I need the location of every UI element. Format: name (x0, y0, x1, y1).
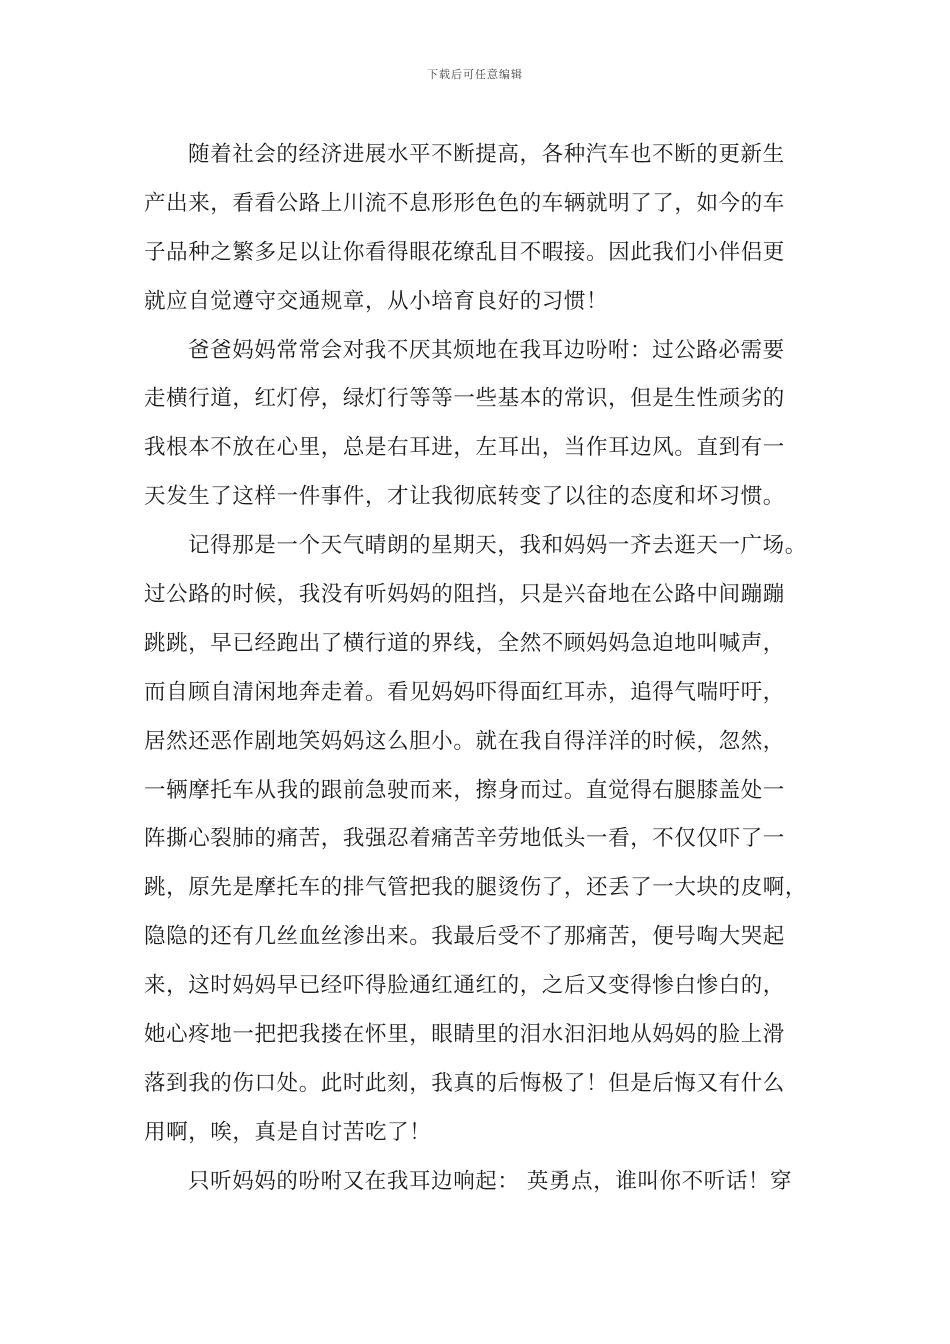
text-line: 随着社会的经济进展水平不断提高，各种汽车也不断的更新生 (188, 142, 785, 167)
text-line: 她心疼地一把把我搂在怀里，眼睛里的泪水汩汩地从妈妈的脸上滑 (144, 1022, 785, 1048)
text-line: 居然还恶作剧地笑妈妈这么胆小。就在我自得洋洋的时候，忽然， (144, 728, 785, 754)
text-line: 落到我的伤口处。此时此刻，我真的后悔极了！但是后悔又有什么 (144, 1070, 785, 1096)
paragraph-4 (144, 1158, 810, 1207)
text-line: 跳，原先是摩托车的排气管把我的腿烫伤了，还丢了一大块的皮啊， (144, 875, 808, 901)
text-line: 跳跳，早已经跑出了横行道的界线，全然不顾妈妈急迫地叫喊声， (144, 630, 785, 656)
paragraph-1 (144, 131, 810, 327)
text-line: 走横行道，红灯停，绿灯行等等一些基本的常识，但是生性顽劣的 (144, 386, 785, 412)
text-line: 爸爸妈妈常常会对我不厌其烦地在我耳边吩咐：过公路必需要 (188, 337, 785, 363)
text-line: 子品种之繁多足以让你看得眼花缭乱目不暇接。因此我们小伴侣更 (144, 239, 785, 265)
text-line: 记得那是一个天气晴朗的星期天，我和妈妈一齐去逛天一广场。 (188, 533, 807, 559)
text-line: 产出来，看看公路上川流不息形形色色的车辆就明了了，如今的车 (144, 190, 785, 216)
text-line: 来，这时妈妈早已经吓得脸通红通红的，之后又变得惨白惨白的， (144, 973, 785, 999)
text-line: 阵撕心裂肺的痛苦，我强忍着痛苦辛劳地低头一看，不仅仅吓了一 (144, 826, 785, 852)
document-body (144, 131, 810, 1207)
text-line: 只听妈妈的吩咐又在我耳边响起： 英勇点，谁叫你不听话！穿 (188, 1168, 793, 1194)
text-line: 而自顾自清闲地奔走着。看见妈妈吓得面红耳赤，追得气喘吁吁， (144, 679, 785, 705)
text-line: 过公路的时候，我没有听妈妈的阻挡，只是兴奋地在公路中间蹦蹦 (144, 582, 785, 608)
paragraph-2 (144, 327, 810, 523)
page-header: 下载后可任意编辑 (427, 68, 523, 81)
text-line: 天发生了这样一件事件，才让我彻底转变了以往的态度和坏习惯。 (144, 484, 785, 510)
text-line: 用啊，唉，真是自讨苦吃了！ (144, 1119, 432, 1145)
text-line: 我根本不放在心里，总是右耳进，左耳出，当作耳边风。直到有一 (144, 435, 785, 461)
text-line: 一辆摩托车从我的跟前急驶而来，擦身而过。直觉得右腿膝盖处一 (144, 777, 785, 803)
text-line: 就应自觉遵守交通规章，从小培育良好的习惯！ (144, 288, 609, 314)
text-line: 隐隐的还有几丝血丝渗出来。我最后受不了那痛苦，便号啕大哭起 (144, 924, 785, 950)
paragraph-3 (144, 522, 810, 1158)
